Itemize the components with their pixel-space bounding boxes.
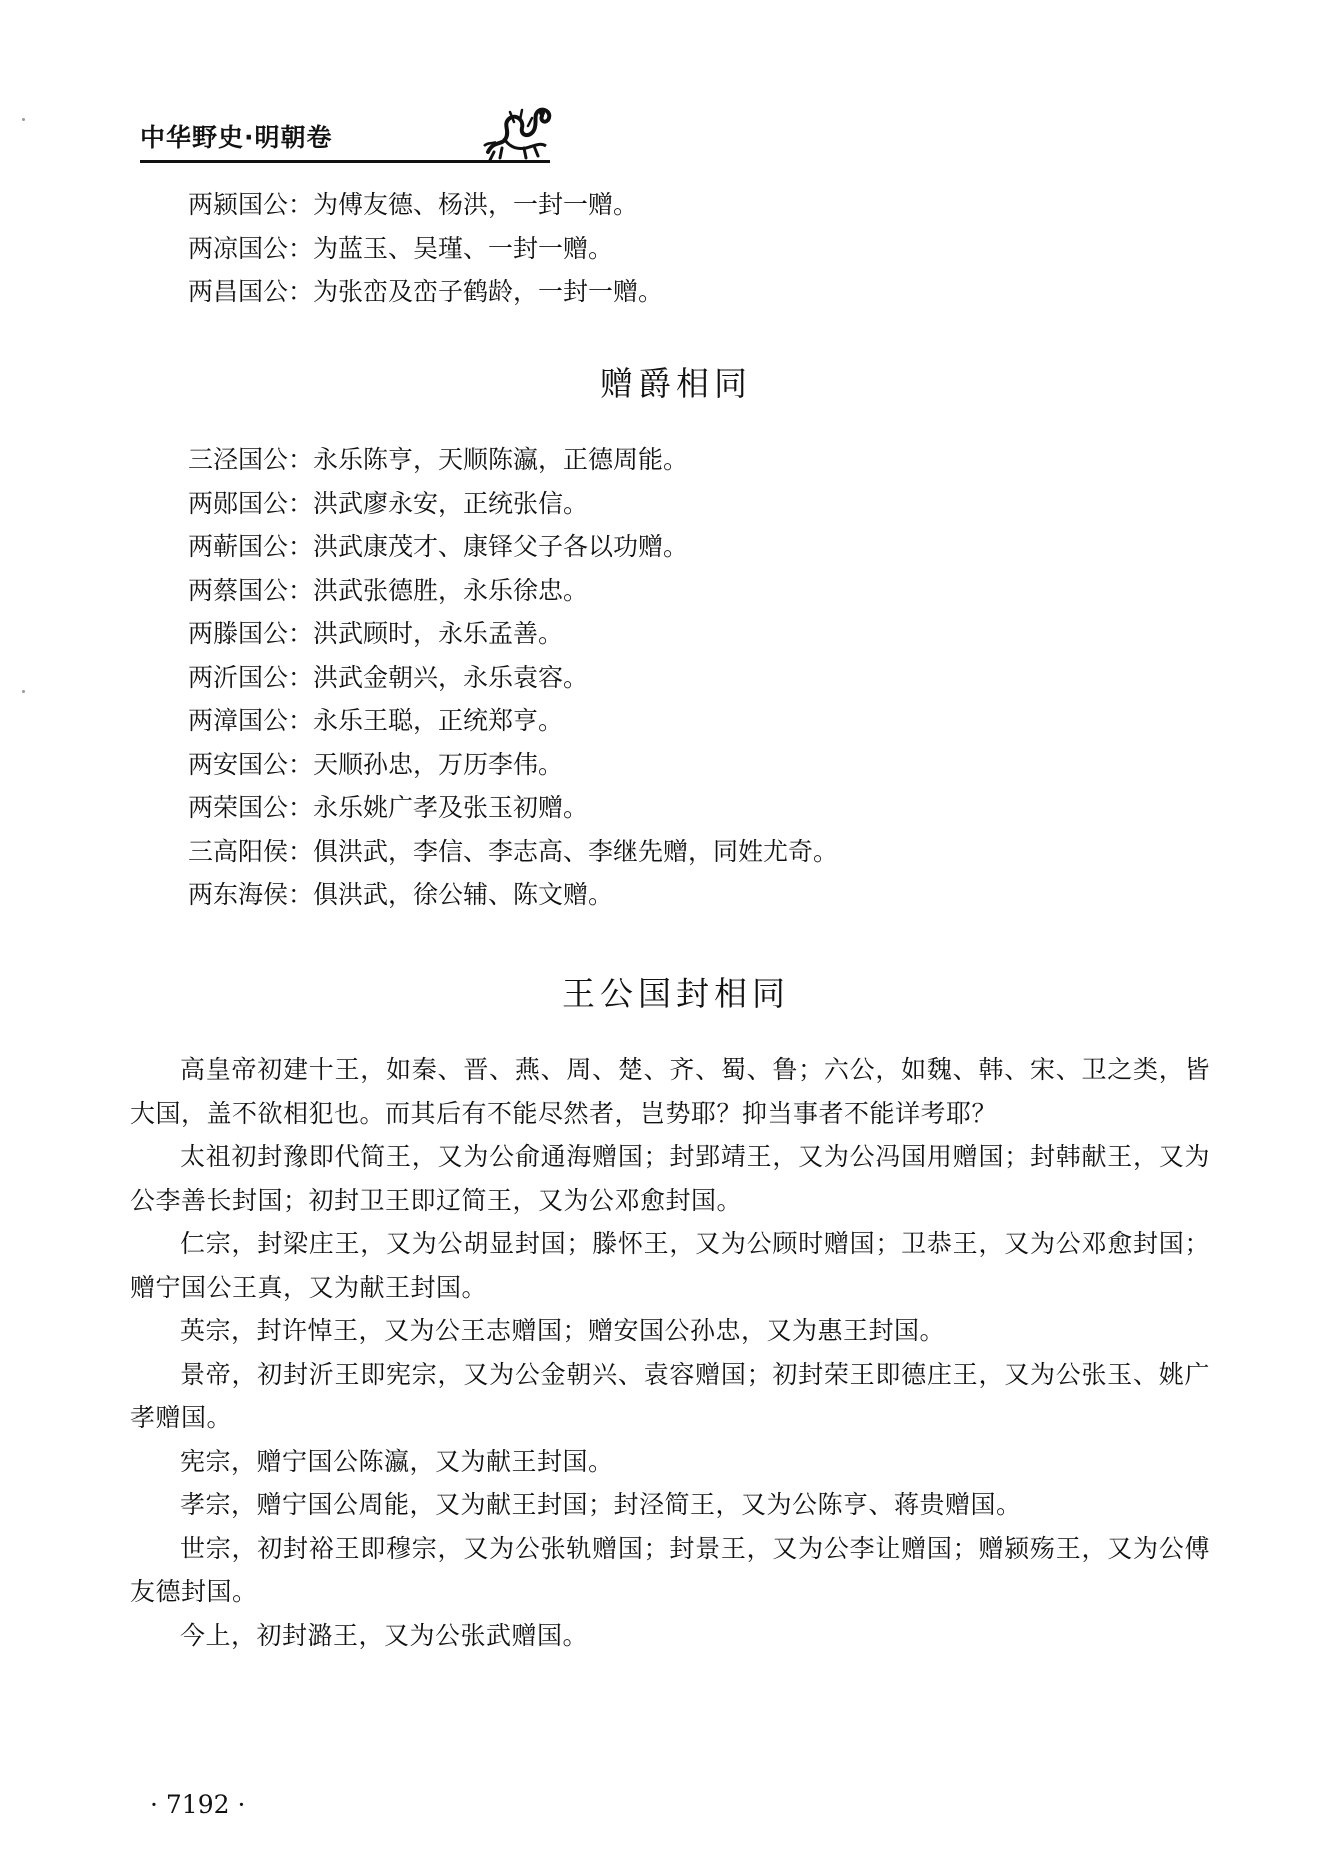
paragraph: 宪宗，赠宁国公陈瀛，又为献王封国。 — [180, 1446, 614, 1476]
list-continued — [188, 183, 1218, 314]
list-item: 两蔡国公：洪武张德胜，永乐徐忠。 — [188, 575, 589, 605]
list-item: 两荣国公：永乐姚广孝及张玉初赠。 — [188, 793, 589, 822]
paragraph: 太祖初封豫即代简王，又为公俞通海赠国；封郢靖王，又为公冯国用赠国；封韩献王，又为公李善长封国；初封卫王即辽简王，又为公邓愈封国。 — [130, 1142, 1210, 1215]
paragraph: 景帝，初封沂王即宪宗，又为公金朝兴、袁容赠国；初封荣王即德庄王，又为公张玉、姚广孝赠国。 — [130, 1359, 1210, 1432]
list-item: 两沂国公：洪武金朝兴，永乐袁容。 — [188, 662, 589, 692]
header-rule — [140, 160, 550, 163]
paragraph: 仁宗，封梁庄王，又为公胡显封国；滕怀王，又为公顾时赠国；卫恭王，又为公邓愈封国；赠宁国公王真，又为献王封国。 — [130, 1229, 1210, 1302]
paragraph: 孝宗，赠宁国公周能，又为献王封国；封泾简王，又为公陈亨、蒋贵赠国。 — [180, 1490, 1022, 1519]
page-number: · 7192 · — [150, 1790, 246, 1819]
paragraph: 英宗，封许悼王，又为公王志赠国；赠安国公孙忠，又为惠王封国。 — [180, 1316, 946, 1345]
section-zengjue-list — [188, 438, 1218, 917]
section-wanggong-body — [130, 1048, 1210, 1657]
paragraph: 高皇帝初建十王，如秦、晋、燕、周、楚、齐、蜀、鲁；六公，如魏、韩、宋、卫之类，皆大国，盖不欲相犯也。而其后有不能尽然者，岂势耶？抑当事者不能详考耶？ — [130, 1055, 1210, 1128]
book-title: 中华野史·明朝卷 — [140, 123, 333, 152]
dragon-emblem-icon — [480, 102, 558, 162]
list-item: 两郧国公：洪武廖永安，正统张信。 — [188, 488, 589, 518]
paragraph: 世宗，初封裕王即穆宗，又为公张轨赠国；封景王，又为公李让赠国；赠颍殇王，又为公傅友德封国。 — [130, 1533, 1210, 1606]
list-item: 两滕国公：洪武顾时，永乐孟善。 — [188, 619, 564, 648]
list-item: 两东海侯：俱洪武，徐公辅、陈文赠。 — [188, 880, 614, 909]
section-heading-zengjue: 赠爵相同 — [600, 364, 752, 403]
list-item: 三高阳侯：俱洪武，李信、李志高、李继先赠，同姓尤奇。 — [188, 836, 839, 866]
list-item: 两安国公：天顺孙忠，万历李伟。 — [188, 749, 564, 779]
list-item: 三泾国公：永乐陈亨，天顺陈瀛，正德周能。 — [188, 445, 689, 474]
paragraph: 今上，初封潞王，又为公张武赠国。 — [180, 1620, 589, 1650]
list-item: 两凉国公：为蓝玉、吴瑾、一封一赠。 — [188, 233, 614, 263]
list-item: 两蕲国公：洪武康茂才、康铎父子各以功赠。 — [188, 532, 689, 561]
scan-speck — [22, 118, 25, 121]
section-heading-wanggong: 王公国封相同 — [562, 974, 790, 1013]
scan-speck — [22, 690, 25, 693]
list-item: 两漳国公：永乐王聪，正统郑亨。 — [188, 706, 564, 735]
list-item: 两昌国公：为张峦及峦子鹤龄，一封一赠。 — [188, 277, 664, 306]
list-item: 两颍国公：为傅友德、杨洪，一封一赠。 — [188, 190, 639, 219]
